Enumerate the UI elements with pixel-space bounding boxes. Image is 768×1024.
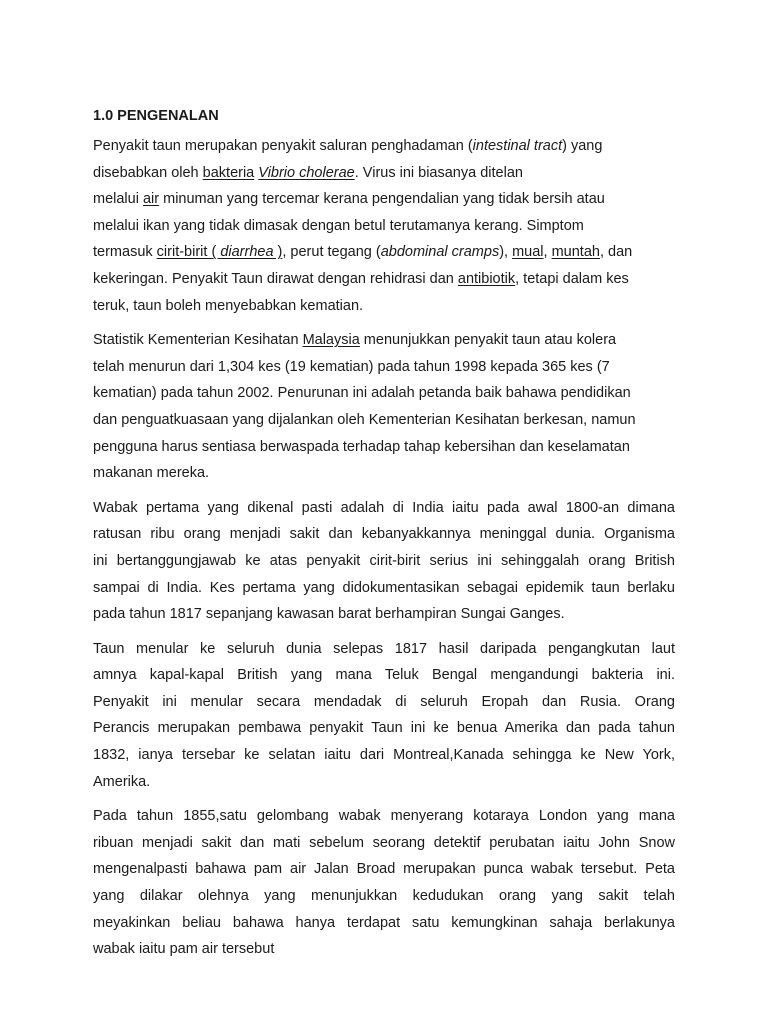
text-line: dan penguatkuasaan yang dijalankan oleh Kementerian Kesihatan berkesan, namun (93, 411, 636, 428)
paragraph-statistics (93, 327, 675, 487)
text-line: pada tahun 1817 sepanjang kawasan barat berhampiran Sungai Ganges. (93, 606, 565, 623)
link-cirit-birit[interactable]: cirit-birit ( diarrhea ) (156, 244, 283, 261)
text-line: mengenalpasti bahawa pam air Jalan Broad merupakan punca wabak tersebut. Peta (93, 861, 675, 878)
term-abdominal-cramps: abdominal cramps (380, 244, 500, 261)
link-antibiotik[interactable]: antibiotik (457, 270, 516, 287)
link-malaysia[interactable]: Malaysia (302, 332, 360, 349)
document-page (93, 103, 675, 971)
text-line: meyakinkan beliau bahawa hanya terdapat satu kemungkinan sahaja berlakunya (93, 914, 675, 931)
link-muntah[interactable]: muntah (551, 244, 600, 261)
link-air[interactable]: air (142, 191, 160, 208)
text-line: melalui ikan yang tidak dimasak dengan betul terutamanya kerang. Simptom (93, 217, 584, 234)
text-line: disebabkan oleh bakteria Vibrio cholerae. Virus ini biasanya ditelan (93, 164, 523, 181)
paragraph-first-outbreak (93, 495, 675, 628)
text-line: pengguna harus sentiasa berwaspada terhadap tahap kebersihan dan keselamatan (93, 438, 630, 455)
text-line: kekeringan. Penyakit Taun dirawat dengan rehidrasi dan antibiotik, tetapi dalam kes (93, 270, 629, 287)
text-line: Perancis merupakan pembawa penyakit Taun ini ke benua Amerika dan pada tahun (93, 720, 675, 737)
text-line: termasuk cirit-birit ( diarrhea ), perut tegang (abdominal cramps), mual, muntah, dan (93, 244, 633, 261)
text-line: makanan mereka. (93, 465, 210, 482)
section-heading: 1.0 PENGENALAN (93, 108, 219, 124)
text-line: wabak iaitu pam air tersebut (93, 941, 275, 958)
paragraph-spread (93, 636, 675, 796)
link-mual[interactable]: mual (512, 244, 544, 261)
text-line: 1832, ianya tersebar ke selatan iaitu dari Montreal,Kanada sehingga ke New York, (93, 747, 675, 764)
link-bakteria[interactable]: bakteria (202, 164, 255, 181)
text-line: kematian) pada tahun 2002. Penurunan ini adalah petanda baik bahawa pendidikan (93, 385, 631, 402)
text-line: telah menurun dari 1,304 kes (19 kematian) pada tahun 1998 kepada 365 kes (7 (93, 358, 610, 375)
link-vibrio-cholerae[interactable]: Vibrio cholerae (258, 164, 355, 181)
text-line: Wabak pertama yang dikenal pasti adalah di India iaitu pada awal 1800-an dimana (93, 499, 675, 516)
text-line: amnya kapal-kapal British yang mana Teluk Bengal mengandungi bakteria ini. (93, 667, 675, 684)
text-line: melalui air minuman yang tercemar kerana pengendalian yang tidak bersih atau (93, 191, 605, 208)
text-line: Amerika. (93, 773, 151, 790)
paragraph-london (93, 803, 675, 963)
text-line: Penyakit taun merupakan penyakit saluran penghadaman (intestinal tract) yang (93, 138, 603, 154)
text-line: Penyakit ini menular secara mendadak di seluruh Eropah dan Rusia. Orang (93, 693, 675, 710)
text-line: ratusan ribu orang menjadi sakit dan kebanyakkannya meninggal dunia. Organisma (93, 526, 675, 543)
paragraph-intro (93, 133, 675, 319)
text-line: sampai di India. Kes pertama yang didokumentasikan sebagai epidemik taun berlaku (93, 579, 675, 596)
text-line: ribuan menjadi sakit dan mati sebelum seorang detektif perubatan iaitu John Snow (93, 834, 675, 851)
text-line: Pada tahun 1855,satu gelombang wabak menyerang kotaraya London yang mana (93, 808, 675, 825)
term-intestinal-tract: intestinal tract (472, 138, 563, 154)
text-line: yang dilakar olehnya yang menunjukkan kedudukan orang yang sakit telah (93, 888, 675, 905)
text-line: ini bertanggungjawab ke atas penyakit cirit-birit serius ini sehinggalah orang British (93, 552, 675, 569)
text-line: Statistik Kementerian Kesihatan Malaysia menunjukkan penyakit taun atau kolera (93, 332, 617, 349)
text-line: Taun menular ke seluruh dunia selepas 1817 hasil daripada pengangkutan laut (93, 640, 675, 657)
text-line: teruk, taun boleh menyebabkan kematian. (93, 297, 364, 314)
